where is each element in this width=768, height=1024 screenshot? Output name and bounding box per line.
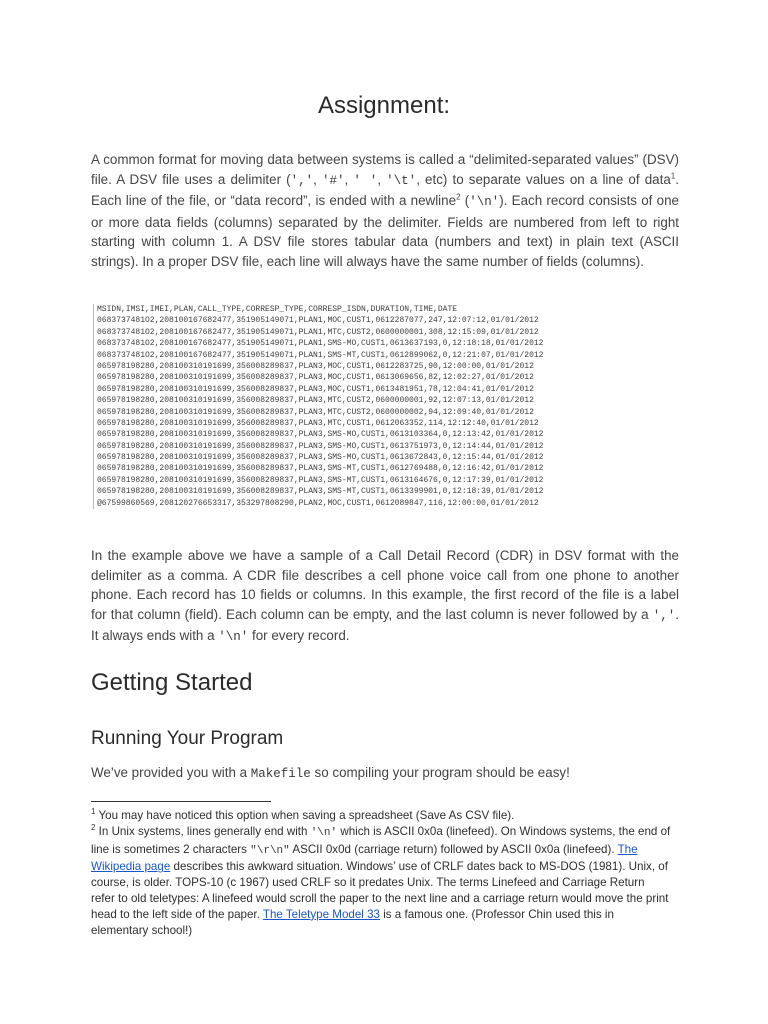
csv-line: 065978198280,208100310191699,356008289837,PLAN3,MTC,CUST2,0600000001,92,12:07:13,01/01/2012	[97, 396, 534, 406]
csv-line: 0683737481O2,208100167682477,351905149071,PLAN1,SMS-MT,CUST1,0612899062,0,12:21:07,01/01/2012	[97, 350, 544, 360]
footnote-divider	[91, 801, 271, 802]
csv-line: 0683737481O2,208100167682477,351905149071,PLAN1,MTC,CUST2,0600000001,308,12:15:09,01/01/2012	[97, 327, 539, 337]
csv-line: MSIDN,IMSI,IMEI,PLAN,CALL_TYPE,CORRESP_TYPE,CORRESP_ISDN,DURATION,TIME,DATE	[97, 305, 458, 314]
running-program-heading: Running Your Program	[91, 728, 284, 749]
example-comma: ','	[652, 608, 676, 623]
footnote-2	[91, 824, 671, 939]
csv-line: 065978198280,208100310191699,356008289837,PLAN3,SMS-MO,CUST1,0613103364,0,12:13:42,01/01/2012	[97, 430, 544, 440]
csv-line: 065978198280,208100310191699,356008289837,PLAN3,SMS-MT,CUST1,0613164676,0,12:17:39,01/01/2012	[97, 475, 544, 485]
csv-line: 065978198280,208100310191699,356008289837,PLAN3,MOC,CUST1,0613069656,82,12:02:27,01/01/2012	[97, 373, 534, 383]
example-newline: '\n'	[218, 630, 249, 644]
csv-line: 065978198280,208100310191699,356008289837,PLAN3,SMS-MT,CUST1,0613399901,0,12:18:39,01/01/2012	[97, 487, 544, 497]
running-text-1: We’ve provided you with a	[91, 765, 251, 780]
intro-text-1: A common format for moving data between systems is called a “delimited-separated values” (DSV) file. A DSV file uses a delimiter (	[91, 152, 679, 187]
delimiter-space: ' '	[353, 173, 378, 188]
footnote-2-text-4: describes this awkward situation. Windows’ use of CRLF dates back to MS-DOS (1981). Unix, of course, is older. TOPS-10 (c 1967) used CRLF so it predates Unix. The terms Linefeed and Carriage Return refer to old teletypes: A linefeed would scroll the paper to the next line and a carriage return would move the print head to the left side of the paper.	[91, 860, 669, 921]
footnote-1-number: 1	[91, 807, 96, 817]
footnote-2-text-3: ASCII 0x0d (carriage return) followed by ASCII 0x0a (linefeed).	[289, 842, 618, 856]
footnote-2-text-2: which is ASCII 0x0a (linefeed). On Windows systems, the end of line is sometimes 2 characters	[91, 824, 671, 856]
delimiter-tab: '\t'	[386, 173, 417, 188]
footnote-ref-1[interactable]: 1	[670, 171, 676, 181]
example-text-3: for every record.	[248, 628, 350, 643]
intro-text-3: . Each line of the file, or “data record”, is ended with a newline	[91, 171, 679, 208]
makefile-code: Makefile	[250, 767, 311, 781]
getting-started-heading: Getting Started	[91, 669, 253, 696]
footnote-ref-2[interactable]: 2	[456, 192, 461, 202]
intro-sep-2: ,	[344, 171, 354, 187]
footnote-1	[91, 808, 671, 824]
delimiter-hash: '#'	[322, 173, 345, 188]
wikipedia-link[interactable]: The Wikipedia page	[91, 842, 638, 874]
csv-line: @67599860569,208120276653317,353297808290,PLAN2,MOC,CUST1,0612089847,116,12:00:00,01/01/2012	[97, 498, 539, 508]
csv-line: 065978198280,208100310191699,356008289837,PLAN3,MTC,CUST2,0600000002,94,12:09:40,01/01/2012	[97, 407, 534, 417]
csv-line: 065978198280,208100310191699,356008289837,PLAN3,MOC,CUST1,0613481951,78,12:04:41,01/01/2012	[97, 384, 534, 394]
footnotes	[91, 808, 671, 938]
footnote-2-text-1: In Unix systems, lines generally end with	[95, 824, 311, 838]
csv-line: 0683737481O2,208100167682477,351905149071,PLAN1,SMS-MO,CUST1,0613637193,0,12:18:18,01/01/2012	[97, 339, 544, 349]
intro-sep-3: ,	[377, 171, 387, 187]
intro-paragraph	[91, 150, 679, 271]
csv-line: 065978198280,208100310191699,356008289837,PLAN3,SMS-MT,CUST1,0612769488,0,12:16:42,01/01/2012	[97, 464, 544, 474]
csv-line: 065978198280,208100310191699,356008289837,PLAN3,SMS-MO,CUST1,0613751973,0,12:14:44,01/01/2012	[97, 441, 544, 451]
example-text-1: In the example above we have a sample of a Call Detail Record (CDR) in DSV format with the delimiter as a comma. A CDR file describes a cell phone voice call from one phone to another phone. Each record has 10 fields or columns. In this example, the first record of the file is a label for that column (field). Each column can be empty, and the last column is never followed by a	[91, 548, 679, 622]
delimiter-comma: ','	[290, 173, 314, 188]
example-paragraph	[91, 546, 679, 648]
csv-line: 065978198280,208100310191699,356008289837,PLAN3,SMS-MO,CUST1,0613672843,0,12:15:44,01/01/2012	[97, 453, 544, 463]
footnote-1-text: You may have noticed this option when saving a spreadsheet (Save As CSV file).	[95, 809, 515, 822]
footnote-2-crlf-code: "\r\n"	[250, 844, 290, 857]
intro-text-2: , etc) to separate values on a line of data	[416, 171, 671, 187]
footnote-2-text-5: is a famous one. (Professor Chin used this in elementary school!)	[91, 907, 614, 937]
csv-sample-block	[93, 304, 657, 509]
intro-sep-4: (	[460, 193, 470, 208]
running-paragraph	[91, 763, 679, 785]
example-text-2: . It always ends with a	[91, 606, 679, 643]
running-text-2: so compiling your program should be easy!	[310, 765, 570, 780]
intro-text-4: ). Each record consists of one or more data fields (columns) separated by the delimiter. Fields are numbered from left to right starting with column 1. A DSV file stores tabular data (numbers and text) in plain text (ASCII strings). In a proper DSV file, each line will always have the same number of fields (columns).	[91, 193, 679, 269]
page-title: Assignment:	[317, 92, 451, 119]
csv-line: 065978198280,208100310191699,356008289837,PLAN3,MTC,CUST1,0612063352,114,12:12:40,01/01/2012	[97, 418, 539, 428]
teletype-link[interactable]: The Teletype Model 33	[262, 907, 380, 921]
footnote-2-number: 2	[91, 822, 96, 832]
csv-line: 0683737481O2,2081001676824​77,351905149071,PLAN1,MOC,CUST1,0612287077,247,12:07:12,01/01/2012	[97, 316, 539, 326]
footnote-2-newline-code: '\n'	[310, 826, 338, 839]
intro-sep-1: ,	[313, 171, 323, 187]
delimiter-newline: '\n'	[469, 195, 500, 209]
csv-line: 065978198280,208100310191699,356008289837,PLAN3,MOC,CUST1,0612283725,90,12:00:00,01/01/2012	[97, 361, 534, 371]
